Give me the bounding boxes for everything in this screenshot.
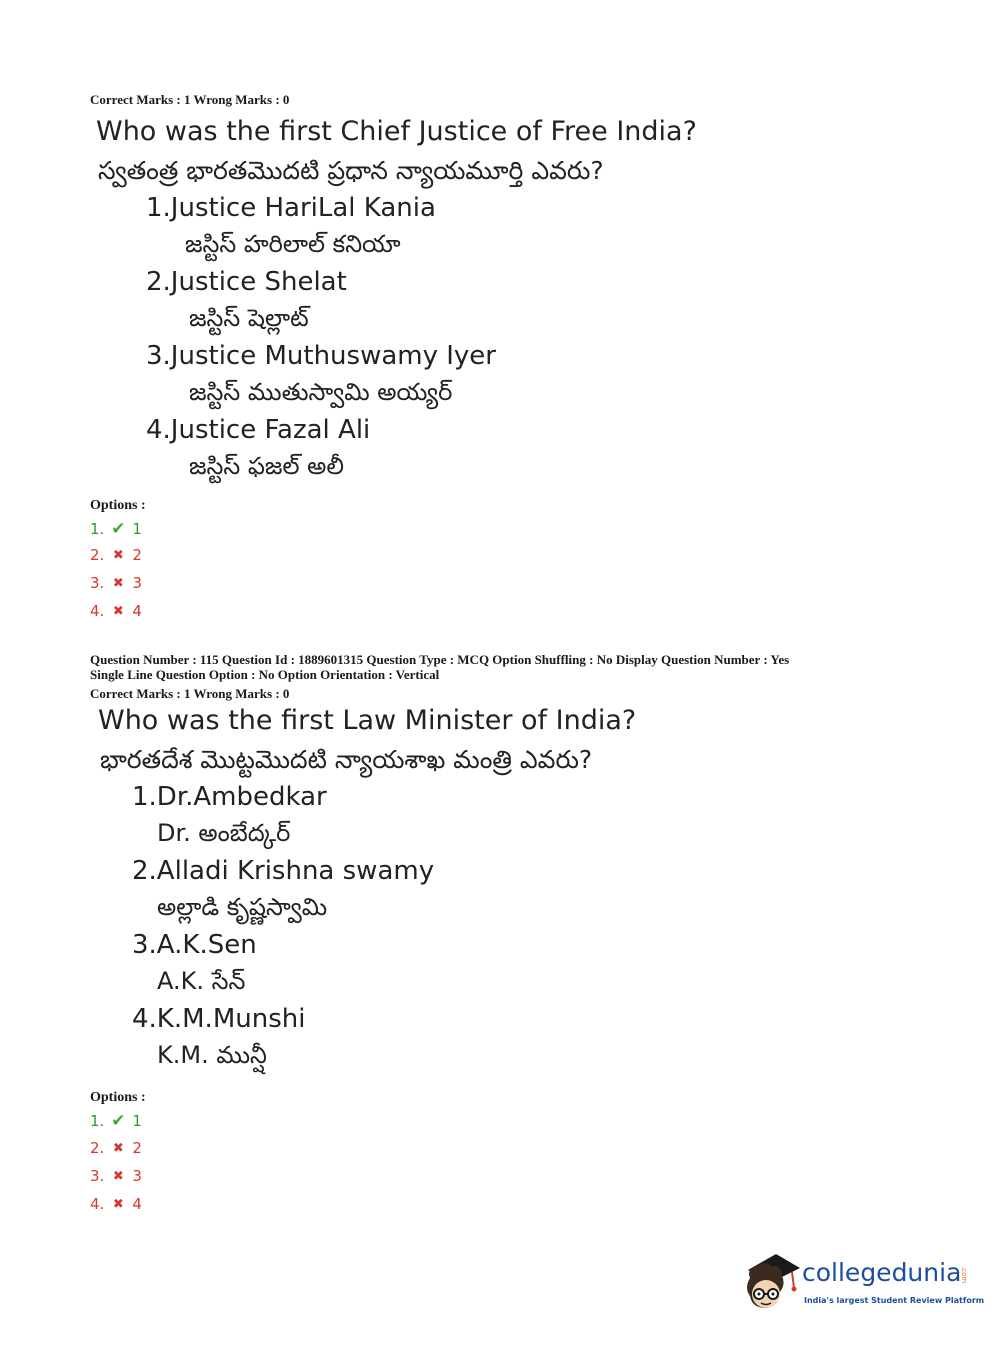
check-icon: ✔ [111,1111,126,1131]
q2-choice-4-english: 4.K.M.Munshi [132,1004,306,1034]
option-value: 3 [132,574,142,592]
q2-choice-1-telugu: Dr. అంబేద్కర్ [157,819,291,847]
q2-question-english: Who was the first Law Minister of India? [98,705,637,736]
option-value: 1 [132,520,142,538]
mascot-icon [742,1248,802,1314]
option-value: 2 [132,546,142,564]
q2-choice-4-telugu: K.M. మున్షీ [157,1041,267,1069]
q1-choice-3-telugu: జస్టిస్ ముతుస్వామి అయ్యర్ [189,378,453,406]
option-number: 1. [90,1112,105,1130]
q2-marks: Correct Marks : 1 Wrong Marks : 0 [90,686,290,701]
option-number: 4. [90,602,105,620]
q1-options-label: Options : [90,498,146,513]
q2-header-line-1: Question Number : 115 Question Id : 1889601315 Question Type : MCQ Option Shuffling : No Display Question Number : Yes [90,652,790,667]
q1-marks: Correct Marks : 1 Wrong Marks : 0 [90,92,290,107]
logo-tagline: India's largest Student Review Platform [804,1296,985,1305]
q2-option-1 [90,1111,142,1131]
q2-choice-3-english: 3.A.K.Sen [132,930,257,960]
cross-icon: ✖ [112,1196,124,1212]
q2-header-line-2: Single Line Question Option : No Option Orientation : Vertical [90,667,440,682]
q2-option-2 [90,1139,142,1157]
q1-choice-1-telugu: జస్టిస్ హరిలాల్ కనియా [185,230,401,258]
collegedunia-logo[interactable] [742,1248,985,1318]
option-number: 3. [90,574,105,592]
q1-choice-4-telugu: జస్టిస్ ఫజల్ అలీ [189,452,344,480]
q2-choice-1-english: 1.Dr.Ambedkar [132,782,327,812]
q1-option-3 [90,574,142,592]
option-value: 1 [132,1112,142,1130]
q1-choice-3-english: 3.Justice Muthuswamy Iyer [146,341,496,371]
option-number: 3. [90,1167,105,1185]
option-number: 4. [90,1195,105,1213]
q1-choice-2-telugu: జస్టిస్ షెల్లాట్ [189,304,309,332]
q1-question-telugu: స్వతంత్ర భారతమొదటి ప్రధాన న్యాయమూర్తి ఎవరు? [98,156,604,185]
q2-options-label: Options : [90,1090,146,1105]
q1-option-1 [90,519,142,539]
option-value: 4 [132,602,142,620]
q2-choice-3-telugu: A.K. సేన్ [157,967,246,995]
cross-icon: ✖ [112,1168,124,1184]
cross-icon: ✖ [112,575,124,591]
option-number: 1. [90,520,105,538]
q1-option-4 [90,602,142,620]
option-value: 3 [132,1167,142,1185]
q1-choice-1-english: 1.Justice HariLal Kania [146,193,436,223]
q1-choice-4-english: 4.Justice Fazal Ali [146,415,371,445]
q2-question-telugu: భారతదేశ మొట్టమొదటి న్యాయశాఖ మంత్రి ఎవరు? [100,745,593,774]
option-number: 2. [90,546,105,564]
check-icon: ✔ [111,519,126,539]
q1-question-english: Who was the first Chief Justice of Free India? [96,116,697,147]
q1-choice-2-english: 2.Justice Shelat [146,267,347,297]
q2-option-3 [90,1167,142,1185]
logo-wordmark: collegedunia [802,1258,962,1287]
cross-icon: ✖ [112,547,124,563]
q2-option-4 [90,1195,142,1213]
q2-choice-2-english: 2.Alladi Krishna swamy [132,856,435,886]
option-number: 2. [90,1139,105,1157]
q1-option-2 [90,546,142,564]
cross-icon: ✖ [112,603,124,619]
cross-icon: ✖ [112,1140,124,1156]
option-value: 4 [132,1195,142,1213]
option-value: 2 [132,1139,142,1157]
logo-domain: .com [960,1266,968,1284]
q2-choice-2-telugu: అల్లాడి కృష్ణస్వామి [157,893,328,921]
